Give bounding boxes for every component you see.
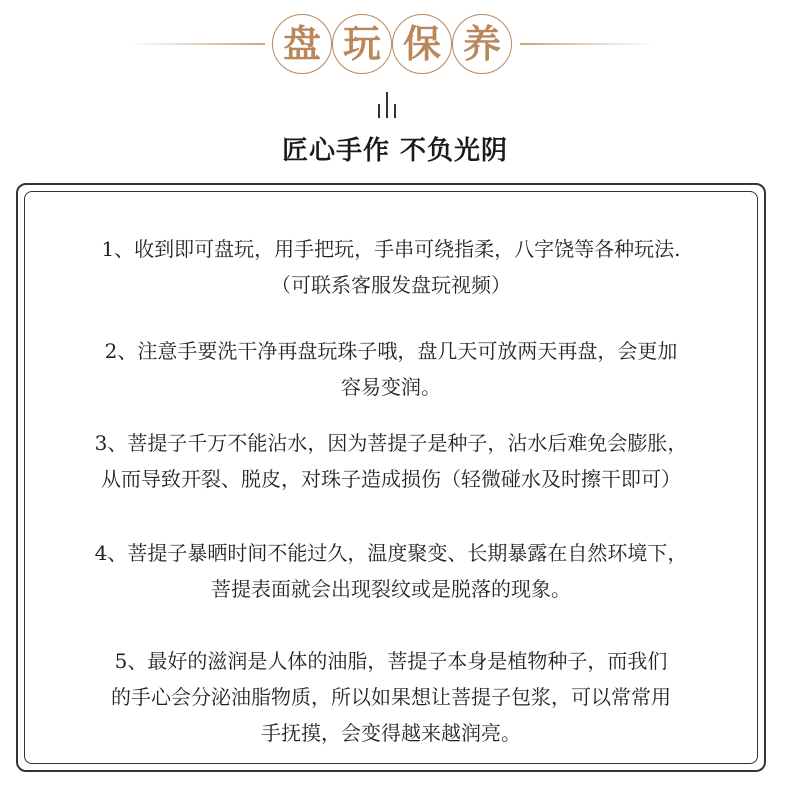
- care-tip-2: [24, 333, 758, 405]
- decorative-bars-icon: [374, 90, 404, 120]
- title-char-badge: [332, 14, 392, 74]
- title-char: 养: [462, 22, 501, 66]
- header-divider-right: [520, 43, 655, 45]
- tip-line: 4、菩提子暴晒时间不能过久，温度聚变、长期暴露在自然环境下，: [94, 541, 688, 565]
- tip-line: 容易变润。: [341, 375, 441, 399]
- section-title: [272, 14, 512, 78]
- tip-line: 2、注意手要洗干净再盘玩珠子哦，盘几天可放两天再盘，会更加: [104, 339, 678, 363]
- tip-line: 1、收到即可盘玩，用手把玩，手串可绕指柔，八字饶等各种玩法.: [101, 237, 681, 261]
- tip-line: 菩提表面就会出现裂纹或是脱落的现象。: [211, 577, 571, 601]
- tip-line: 的手心会分泌油脂物质，所以如果想让菩提子包浆，可以常常用: [111, 685, 671, 709]
- tip-line: （可联系客服发盘玩视频）: [271, 273, 511, 297]
- title-char-badge: [392, 14, 452, 74]
- tip-line: 5、最好的滋润是人体的油脂，菩提子本身是植物种子，而我们: [114, 649, 668, 673]
- tip-line: 从而导致开裂、脱皮，对珠子造成损伤（轻微碰水及时擦干即可）: [101, 467, 681, 491]
- care-tip-5: [24, 643, 758, 751]
- care-tip-4: [24, 535, 758, 607]
- title-char-badge: [272, 14, 332, 74]
- title-char: 保: [402, 22, 441, 66]
- care-tip-3: [24, 425, 758, 497]
- title-char: 盘: [282, 22, 321, 66]
- tip-line: 3、菩提子千万不能沾水，因为菩提子是种子，沾水后难免会膨胀，: [94, 431, 688, 455]
- care-tip-1: [24, 231, 758, 303]
- title-char-badge: [452, 14, 512, 74]
- tip-line: 手抚摸，会变得越来越润亮。: [261, 721, 521, 745]
- header-divider-left: [130, 43, 265, 45]
- slogan: 匠心手作 不负光阴: [281, 136, 509, 166]
- title-char: 玩: [342, 22, 381, 66]
